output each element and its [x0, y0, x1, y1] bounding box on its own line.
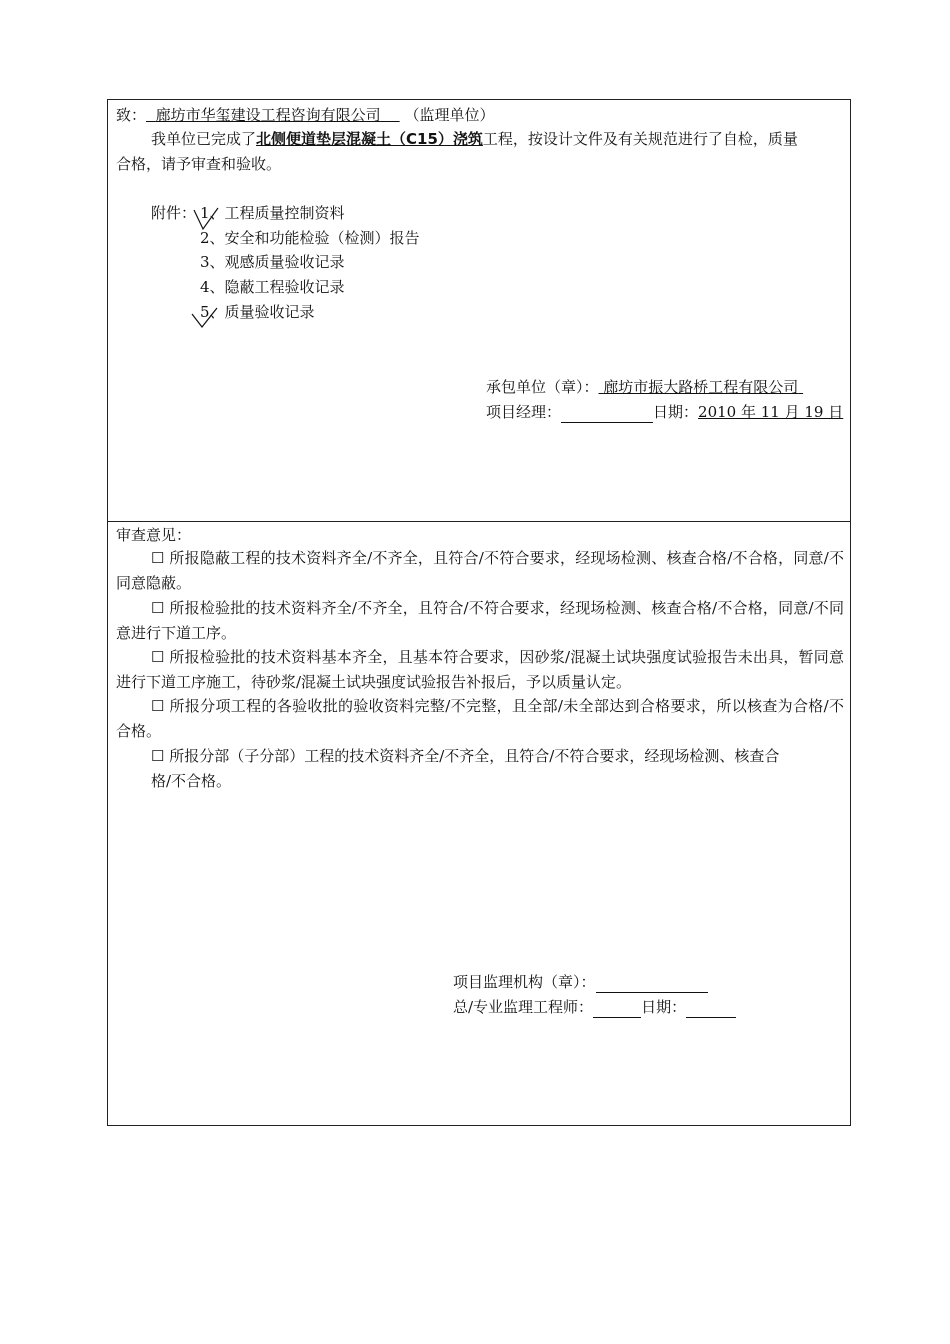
opinion-5-line-2: 格/不合格。: [151, 772, 232, 790]
org-stamp-blank: [596, 976, 708, 993]
engineer-line: [453, 996, 736, 1018]
review-label: 审查意见：: [116, 526, 192, 544]
org-label: 项目监理机构（章）：: [453, 973, 596, 991]
opinion-3: ☐ 所报检验批的技术资料基本齐全，且基本符合要求，因砂浆/混凝土试块强度试验报告未出具，暂同意进行下道工序施工，待砂浆/混凝土试块强度试验报告补报后，予以质量认定。: [116, 648, 844, 691]
engineer-label: 总/专业监理工程师：: [453, 998, 594, 1016]
opinion-5-line-1: ☐ 所报分部（子分部）工程的技术资料齐全/不齐全，且符合/不符合要求，经现场检测、核查合: [151, 747, 780, 765]
attachment-item-5: 5、质量验收记录: [200, 303, 315, 321]
checkmark-icon: [190, 306, 220, 330]
supervision-unit-suffix: （监理单位）: [404, 106, 495, 124]
date-value: 2010 年 11 月 19 日: [698, 403, 844, 421]
acceptance-form: [107, 99, 851, 1126]
supervision-org-line: [453, 971, 708, 993]
contractor-name: 廊坊市振大路桥工程有限公司: [603, 378, 799, 396]
manager-line: [486, 401, 843, 423]
engineer-signature-blank: [593, 1001, 641, 1018]
contractor-line: [486, 376, 803, 398]
manager-label: 项目经理：: [486, 403, 562, 421]
attachment-item-2: 2、安全和功能检验（检测）报告: [200, 229, 420, 247]
engineer-date-blank: [686, 1001, 736, 1018]
opinion-1: ☐ 所报隐蔽工程的技术资料齐全/不齐全，且符合/不符合要求，经现场检测、核查合格/不合格，同意/不同意隐蔽。: [116, 549, 844, 592]
contractor-section: [108, 100, 850, 522]
attachment-item-1: 1、工程质量控制资料: [200, 204, 345, 222]
to-label: 致：: [116, 106, 147, 124]
engineer-date-label: 日期：: [641, 998, 687, 1016]
manager-signature-blank: [561, 406, 653, 423]
review-section: [108, 522, 850, 1126]
addressee-line: [116, 104, 494, 126]
supervision-company: 廊坊市华玺建设工程咨询有限公司: [155, 106, 381, 124]
opinion-4: ☐ 所报分项工程的各验收批的验收资料完整/不完整，且全部/未全部达到合格要求，所以核查为合格/不合格。: [116, 697, 844, 740]
attachment-item-3: 3、观感质量验收记录: [200, 253, 345, 271]
attachment-item-4: 4、隐蔽工程验收记录: [200, 278, 345, 296]
intro-line-2: 合格，请予审查和验收。: [116, 155, 282, 173]
opinion-2: ☐ 所报检验批的技术资料齐全/不齐全，且符合/不符合要求，经现场检测、核查合格/不合格，同意/不同意进行下道工序。: [116, 599, 844, 642]
work-name: 北侧便道垫层混凝土（C15）浇筑: [256, 130, 483, 148]
date-label: 日期：: [653, 403, 699, 421]
contractor-label: 承包单位（章）：: [486, 378, 599, 396]
attachments-label: 附件：: [151, 204, 197, 222]
checkmark-icon: [192, 204, 222, 234]
intro-line-1: 我单位已完成了北侧便道垫层混凝土（C15）浇筑工程，按设计文件及有关规范进行了自检，质量: [151, 130, 798, 148]
